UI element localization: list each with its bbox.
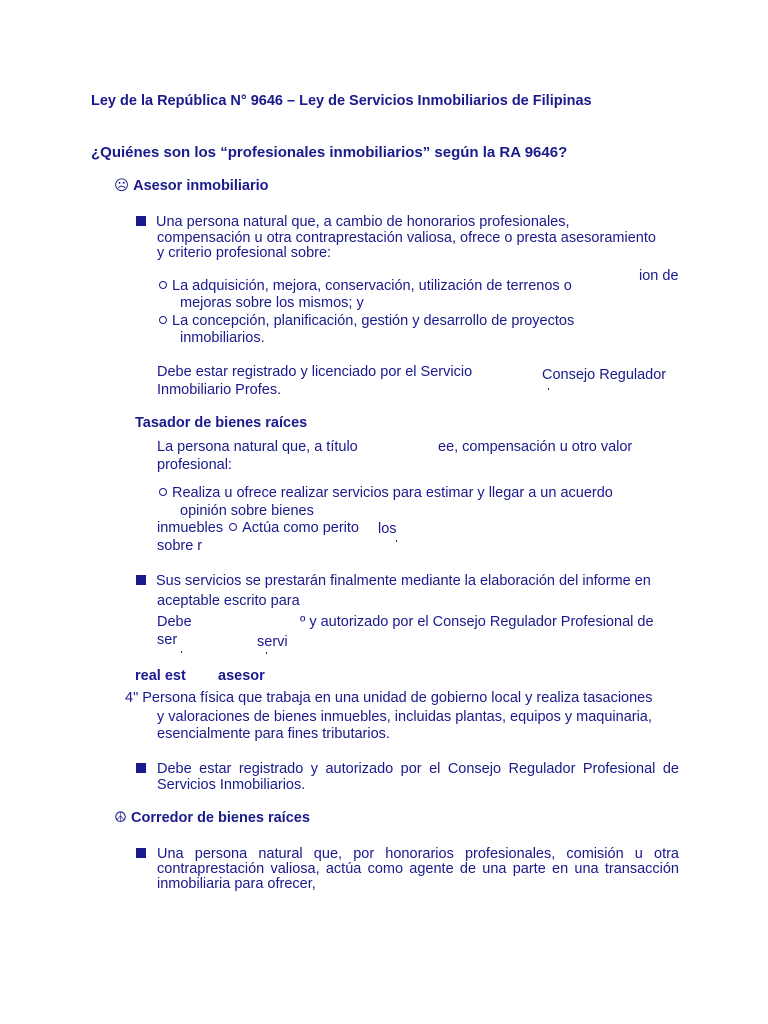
- list-item: Una persona natural que, a cambio de honorarios profesionales,: [136, 214, 570, 230]
- paragraph-line: Una persona natural que, por honorarios profesionales, comisión u otra: [157, 846, 679, 862]
- paragraph-line: Debe: [157, 614, 192, 630]
- section-heading-corredor: [114, 810, 310, 826]
- paragraph-line: compensación u otra contraprestación valiosa, ofrece o presta asesoramiento: [157, 230, 656, 246]
- circle-bullet-icon: [159, 316, 167, 324]
- paragraph-line: inmuebles Actúa como perito: [157, 520, 359, 536]
- document-title: Ley de la República N° 9646 – Ley de Servicios Inmobiliarios de Filipinas: [91, 93, 592, 109]
- circle-bullet-icon: [159, 281, 167, 289]
- paragraph-line: Debe estar registrado y licenciado por el Servicio: [157, 364, 473, 380]
- paragraph-line: aceptable escrito para: [157, 593, 300, 609]
- paragraph-line: ser: [157, 632, 178, 648]
- text-fragment: los: [378, 521, 397, 537]
- section-heading-asesor-label: Asesor inmobiliario: [133, 178, 269, 194]
- paragraph-line: º y autorizado por el Consejo Regulador Profesional de: [300, 614, 654, 630]
- paragraph-line: y criterio profesional sobre:: [157, 245, 332, 261]
- text-fragment: Consejo Regulador: [542, 367, 667, 383]
- paragraph-line: sobre r: [157, 538, 203, 554]
- section-heading-asesor: [114, 178, 269, 194]
- list-item: Realiza u ofrece realizar servicios para estimar y llegar a un acuerdo: [159, 485, 613, 501]
- paragraph-line: Debe estar registrado y autorizado por el Consejo Regulador Profesional de: [157, 761, 679, 777]
- section-heading-corredor-label: Corredor de bienes raíces: [131, 810, 310, 826]
- frown-icon: ☹: [114, 178, 130, 194]
- section-heading-asesor2-b: asesor: [218, 668, 265, 684]
- paragraph-line: profesional:: [157, 457, 232, 473]
- paragraph-line: esencialmente para fines tributarios.: [157, 726, 390, 742]
- square-bullet-icon: [136, 575, 146, 585]
- list-item: [136, 846, 156, 862]
- paragraph-line: La persona natural que, a título: [157, 439, 358, 455]
- list-item: La concepción, planificación, gestión y desarrollo de proyectos: [159, 313, 574, 329]
- paragraph-line: 4" Persona física que trabaja en una unidad de gobierno local y realiza tasaciones: [125, 690, 653, 706]
- paragraph-line: Servicios Inmobiliarios.: [157, 777, 306, 793]
- peace-icon: ☮: [114, 810, 127, 826]
- paragraph-line: servi: [257, 634, 288, 650]
- list-item: [136, 761, 156, 777]
- square-bullet-icon: [136, 216, 146, 226]
- paragraph-line: ee, compensación u otro valor: [438, 439, 633, 455]
- list-item: La adquisición, mejora, conservación, utilización de terrenos o: [159, 278, 572, 294]
- paragraph-line: Inmobiliario Profes.: [157, 382, 282, 398]
- list-item: Sus servicios se prestarán finalmente mediante la elaboración del informe en: [136, 573, 651, 589]
- section-heading-asesor2: real est: [135, 668, 186, 684]
- square-bullet-icon: [136, 848, 146, 858]
- paragraph-line: y valoraciones de bienes inmuebles, incluidas plantas, equipos y maquinaria,: [157, 709, 652, 725]
- circle-bullet-icon: [229, 523, 237, 531]
- paragraph-line: contraprestación valiosa, actúa como agente de una parte en una transacción: [157, 861, 679, 877]
- paragraph-line: inmobiliarios.: [180, 330, 265, 346]
- section-heading-tasador: Tasador de bienes raíces: [135, 415, 308, 431]
- paragraph-line: mejoras sobre los mismos; y: [180, 295, 364, 311]
- question-heading: ¿Quiénes son los “profesionales inmobiliarios” según la RA 9646?: [91, 144, 568, 161]
- circle-bullet-icon: [159, 488, 167, 496]
- paragraph-line: inmobiliaria para ofrecer,: [157, 876, 316, 892]
- square-bullet-icon: [136, 763, 146, 773]
- paragraph-line: opinión sobre bienes: [180, 503, 314, 519]
- text-fragment: ion de: [639, 268, 679, 284]
